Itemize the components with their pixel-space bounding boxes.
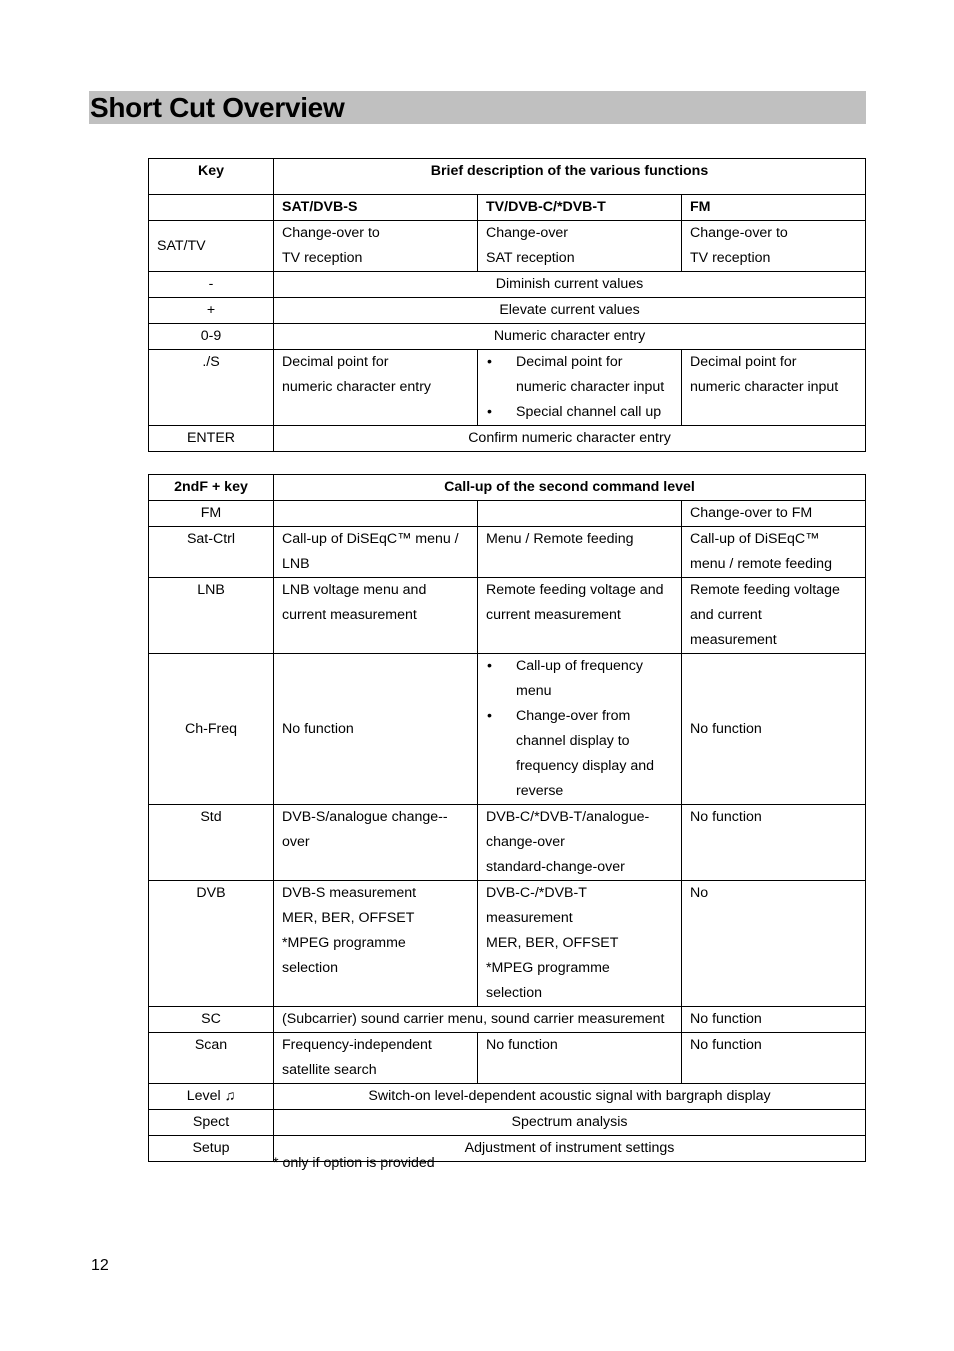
tv-cell: Remote feeding voltage and current measurement	[478, 578, 682, 654]
list-item: • Change-over from channel display to frequency display and reverse	[516, 704, 673, 804]
list-item: • Decimal point for numeric character input	[516, 350, 673, 400]
sat-cell: DVB-S measurement MER, BER, OFFSET *MPEG programme selection	[274, 881, 478, 1007]
page-number: 12	[91, 1257, 109, 1274]
key-cell: Level ♫	[149, 1084, 274, 1110]
key-cell: LNB	[149, 578, 274, 654]
shortcut-table	[148, 158, 866, 452]
table-header-row	[149, 159, 866, 195]
table-row	[149, 221, 866, 272]
key-cell: DVB	[149, 881, 274, 1007]
table-row	[149, 1136, 866, 1162]
key-cell: Std	[149, 805, 274, 881]
key-cell: -	[149, 272, 274, 298]
tv-cell	[478, 501, 682, 527]
key-header: 2ndF + key	[149, 475, 274, 501]
sat-cell: LNB voltage menu and current measurement	[274, 578, 478, 654]
key-cell: ./S	[149, 350, 274, 426]
table-row	[149, 805, 866, 881]
table-row	[149, 426, 866, 452]
key-cell: Scan	[149, 1033, 274, 1084]
tv-cell: Change-over SAT reception	[478, 221, 682, 272]
table-row	[149, 501, 866, 527]
key-cell: Setup	[149, 1136, 274, 1162]
fm-cell: Change-over to FM	[682, 501, 866, 527]
list-item: • Call-up of frequency menu	[516, 654, 673, 704]
sat-cell: Decimal point for numeric character entry	[274, 350, 478, 426]
table-row	[149, 654, 866, 805]
bullet-list	[486, 654, 673, 804]
table-row	[149, 350, 866, 426]
description-cell: Spectrum analysis	[274, 1110, 866, 1136]
sat-cell	[274, 501, 478, 527]
description-cell: Confirm numeric character entry	[274, 426, 866, 452]
fm-cell: No function	[682, 805, 866, 881]
description-cell: Switch-on level-dependent acoustic signal with bargraph display	[274, 1084, 866, 1110]
key-cell: Spect	[149, 1110, 274, 1136]
subheader-row	[149, 195, 866, 221]
description-cell: Adjustment of instrument settings	[274, 1136, 866, 1162]
description-cell: Diminish current values	[274, 272, 866, 298]
table-header-row	[149, 475, 866, 501]
list-item: • Special channel call up	[516, 400, 673, 425]
table-row	[149, 324, 866, 350]
description-cell: Numeric character entry	[274, 324, 866, 350]
tv-cell: Menu / Remote feeding	[478, 527, 682, 578]
table-row	[149, 1110, 866, 1136]
key-cell: SC	[149, 1007, 274, 1033]
tv-cell: DVB-C/*DVB-T/analogue- change-over standard-change-over	[478, 805, 682, 881]
tv-cell	[478, 350, 682, 426]
empty-cell	[149, 195, 274, 221]
key-cell: Sat-Ctrl	[149, 527, 274, 578]
fm-cell: Decimal point for numeric character input	[682, 350, 866, 426]
sat-cell: DVB-S/analogue change-- over	[274, 805, 478, 881]
fm-cell: Change-over to TV reception	[682, 221, 866, 272]
key-cell: ENTER	[149, 426, 274, 452]
description-header: Brief description of the various functions	[274, 159, 866, 195]
sat-tv-cell: (Subcarrier) sound carrier menu, sound carrier measurement	[274, 1007, 682, 1033]
subheader-tv: TV/DVB-C/*DVB-T	[478, 195, 682, 221]
sat-cell: Frequency-independent satellite search	[274, 1033, 478, 1084]
subheader-sat: SAT/DVB-S	[274, 195, 478, 221]
table-row	[149, 1007, 866, 1033]
fm-cell: Remote feeding voltage and current measurement	[682, 578, 866, 654]
second-level-table	[148, 474, 866, 1162]
key-cell: SAT/TV	[149, 221, 274, 272]
sat-cell: Call-up of DiSEqC™ menu / LNB	[274, 527, 478, 578]
tv-cell: No function	[478, 1033, 682, 1084]
sat-cell: No function	[274, 654, 478, 805]
table-row	[149, 881, 866, 1007]
fm-cell: Call-up of DiSEqC™ menu / remote feeding	[682, 527, 866, 578]
page-title: Short Cut Overview	[90, 92, 345, 123]
fm-cell: No	[682, 881, 866, 1007]
key-cell: 0-9	[149, 324, 274, 350]
sat-cell: Change-over to TV reception	[274, 221, 478, 272]
bullet-list	[486, 350, 673, 425]
key-cell: FM	[149, 501, 274, 527]
key-cell: Ch-Freq	[149, 654, 274, 805]
table-row	[149, 272, 866, 298]
title-bar	[89, 91, 866, 124]
tv-cell	[478, 654, 682, 805]
table-row	[149, 1084, 866, 1110]
key-header: Key	[149, 159, 274, 195]
table-row	[149, 1033, 866, 1084]
description-cell: Elevate current values	[274, 298, 866, 324]
fm-cell: No function	[682, 654, 866, 805]
description-header: Call-up of the second command level	[274, 475, 866, 501]
fm-cell: No function	[682, 1007, 866, 1033]
tv-cell: DVB-C-/*DVB-T measurement MER, BER, OFFSET *MPEG programme selection	[478, 881, 682, 1007]
fm-cell: No function	[682, 1033, 866, 1084]
subheader-fm: FM	[682, 195, 866, 221]
table-row	[149, 527, 866, 578]
footnote: * only if option is provided	[273, 1155, 435, 1171]
table-row	[149, 578, 866, 654]
key-cell: +	[149, 298, 274, 324]
table-row	[149, 298, 866, 324]
